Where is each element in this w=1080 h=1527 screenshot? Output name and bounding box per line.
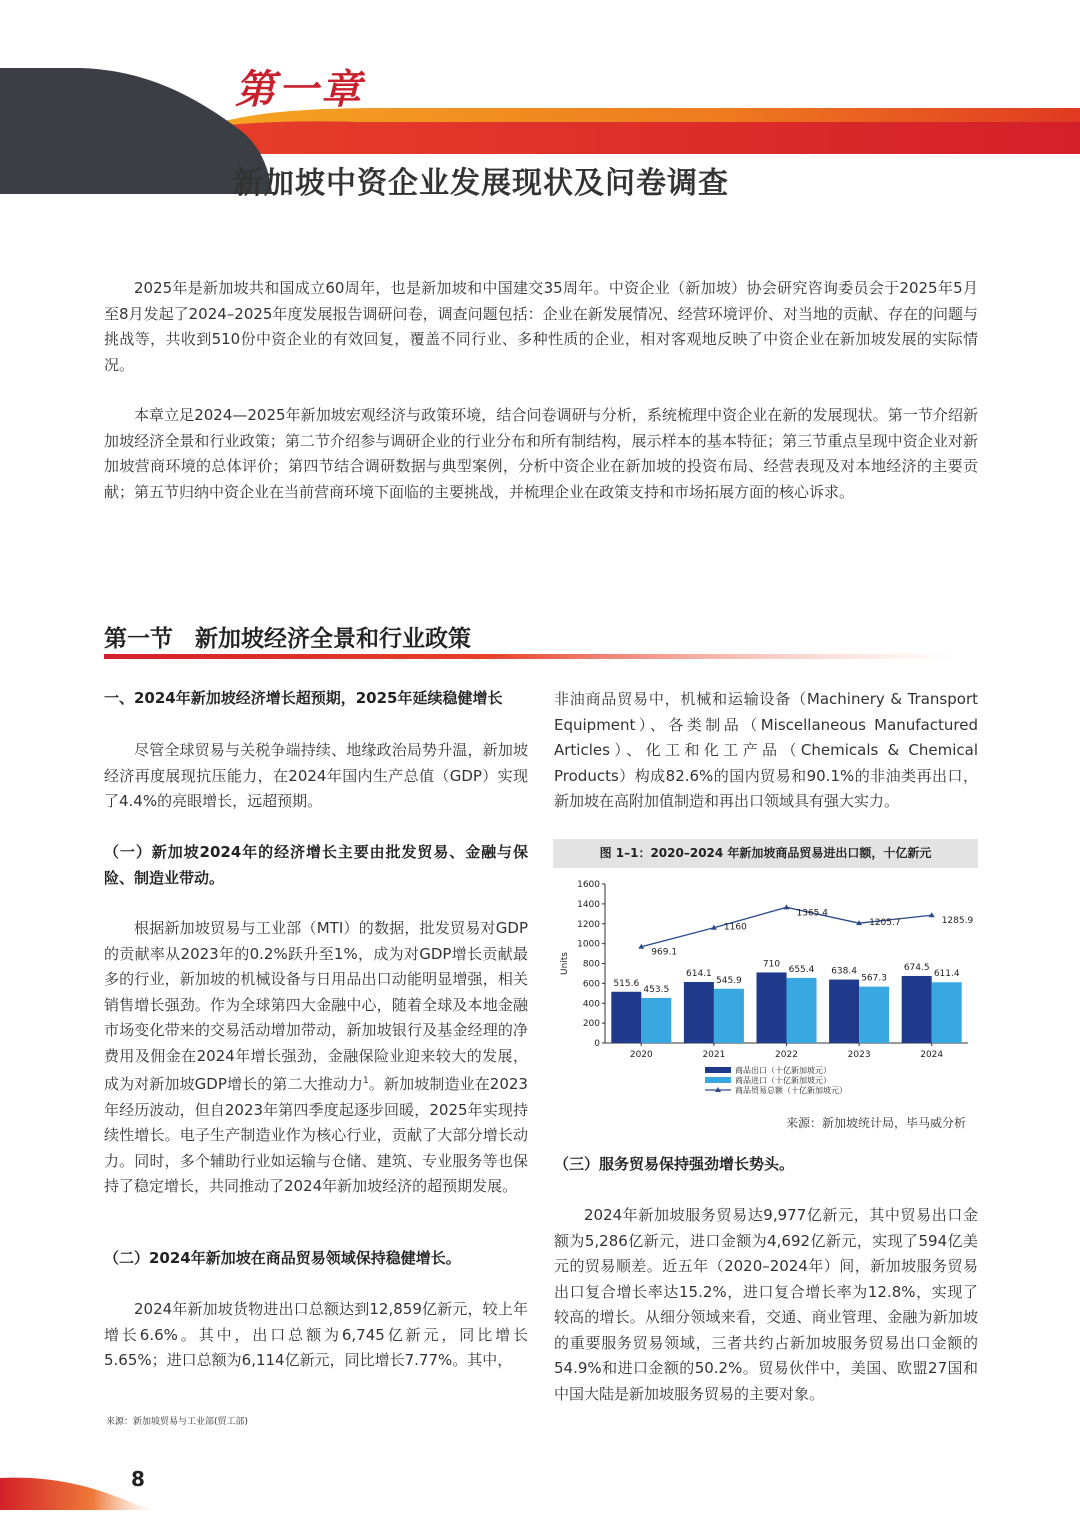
bar-value-label: 545.9 xyxy=(716,975,742,986)
intro-text-1: 2025年是新加坡共和国成立60周年，也是新加坡和中国建交35周年。中资企业（新加坡）协会研究咨询委员会于2025年5月至8月发起了2024–2025年度发展报告调研问卷，调查问题包括：企业在新发展情况、经营环境评价、对当地的贡献、存在的问题与挑战等，共收到510份中资企业的有效回复，覆盖不同行业、多种性质的企业，相对客观地反映了中资企业在新加坡发展的实际情况。 xyxy=(104,279,978,374)
x-tick-label: 2023 xyxy=(847,1050,871,1060)
bar xyxy=(641,998,671,1043)
right-heading-4 xyxy=(554,1152,978,1178)
right-paragraph-4 xyxy=(554,1203,978,1407)
legend-swatch xyxy=(705,1077,731,1083)
y-tick-label: 600 xyxy=(582,979,600,990)
chart-source: 来源：新加坡统计局，毕马威分析 xyxy=(786,1116,967,1130)
chapter-subtitle: 新加坡中资企业发展现状及问卷调查 xyxy=(233,166,729,201)
chart-bars xyxy=(611,959,961,1043)
bar-value-label: 674.5 xyxy=(903,962,930,973)
x-tick-label: 2024 xyxy=(920,1050,944,1060)
section-number: 第一节 xyxy=(104,626,173,652)
bar-value-label: 638.4 xyxy=(831,966,857,977)
bar xyxy=(902,976,932,1043)
line-point xyxy=(929,912,935,917)
legend-label: 商品进口（十亿新加坡元） xyxy=(735,1076,831,1085)
chart-caption: 图 1–1：2020–2024 年新加坡商品贸易进出口额，十亿新元 xyxy=(553,839,978,868)
line-value-label: 969.1 xyxy=(651,947,678,958)
bar-value-label: 611.4 xyxy=(933,969,960,980)
bar-value-label: 655.4 xyxy=(788,964,815,975)
y-tick-label: 0 xyxy=(594,1039,600,1049)
left-heading-1 xyxy=(104,686,528,712)
chart-legend xyxy=(705,1065,847,1095)
legend-swatch xyxy=(705,1067,731,1073)
left-heading-3 xyxy=(104,1246,528,1272)
paragraph-text: 尽管全球贸易与关税争端持续、地缘政治局势升温，新加坡经济再度展现抗压能力，在2024年国内生产总值（GDP）实现了4.4%的亮眼增长，远超预期。 xyxy=(104,741,528,810)
bar-value-label: 567.3 xyxy=(861,973,887,984)
x-tick-label: 2020 xyxy=(629,1050,653,1060)
legend-label: 商品贸易总额（十亿新加坡元） xyxy=(735,1086,847,1095)
section-divider xyxy=(104,652,964,662)
y-tick-label: 1400 xyxy=(577,899,600,910)
bar xyxy=(932,982,962,1043)
bar xyxy=(859,987,889,1043)
subsection-heading: （三）服务贸易保持强劲增长势头。 xyxy=(554,1155,795,1173)
subsection-heading: 一、2024年新加坡经济增长超预期，2025年延续稳健增长 xyxy=(104,689,503,707)
line-point xyxy=(784,904,790,909)
bar xyxy=(611,992,641,1043)
bar xyxy=(787,978,817,1043)
left-paragraph-2 xyxy=(104,916,528,1200)
footnote-marker: 1 xyxy=(363,1076,369,1086)
left-heading-2 xyxy=(104,840,528,891)
line-value-label: 1285.9 xyxy=(941,916,974,927)
y-tick-label: 1000 xyxy=(577,939,600,950)
paragraph-text xyxy=(104,916,528,1200)
x-tick-label: 2021 xyxy=(702,1050,726,1060)
y-axis-label: Units xyxy=(560,951,570,976)
paragraph-part: 根据新加坡贸易与工业部（MTI）的数据，批发贸易对GDP的贡献率从2023年的0.2%跃升至1%，成为对GDP增长贡献最多的行业，新加坡的机械设备与日用品出口动能明显增强，相关销售增长强劲。作为全球第四大金融中心，随着全球及本地金融市场变化带来的交易活动增加带动，新加坡银行及基金经理的净费用及佣金在2024年增长强劲，金融保险业迎来较大的发展，成为对新加坡GDP增长的第二大推动力 xyxy=(104,919,528,1093)
section-heading xyxy=(104,620,471,653)
footnote: 来源：新加坡贸易与工业部(贸工部) xyxy=(106,1417,249,1427)
line-value-label: 1205.7 xyxy=(869,918,901,929)
legend-label: 商品出口（十亿新加坡元） xyxy=(735,1066,831,1075)
bar xyxy=(714,989,744,1043)
bar-value-label: 614.1 xyxy=(686,968,712,979)
section-title: 新加坡经济全景和行业政策 xyxy=(195,626,471,652)
intro-paragraph-2 xyxy=(104,403,978,505)
paragraph-part: 。新加坡制造业在2023年经历波动，但自2023年第四季度起逐步回暖，2025年实现持续性增长。电子生产制造业作为核心行业，贡献了大部分增长动力。同时，多个辅助行业如运输与仓储、建筑、专业服务等也保持了稳定增长，共同推动了2024年新加坡经济的超预期发展。 xyxy=(104,1075,528,1195)
bar-value-label: 515.6 xyxy=(613,978,640,989)
intro-paragraph-1 xyxy=(104,276,978,378)
paragraph-text: 2024年新加坡服务贸易达9,977亿新元，其中贸易出口金额为5,286亿新元，进口金额为4,692亿新元，实现了594亿美元的贸易顺差。近五年（2020–2024年）间，新加坡服务贸易出口复合增长率达15.2%，进口复合增长率为12.8%，实现了较高的增长。从细分领域来看，交通、商业管理、金融为新加坡的重要服务贸易领域，三者共约占新加坡服务贸易出口金额的54.9%和进口金额的50.2%。贸易伙伴中，美国、欧盟27国和中国大陆是新加坡服务贸易的主要对象。 xyxy=(554,1206,978,1403)
y-tick-label: 200 xyxy=(582,1019,600,1030)
page-number: 8 xyxy=(131,1467,145,1491)
bar-value-label: 453.5 xyxy=(643,984,670,995)
y-tick-label: 800 xyxy=(582,959,600,970)
line-value-label: 1365.4 xyxy=(796,908,828,919)
chart-line xyxy=(638,904,973,957)
y-tick-label: 1200 xyxy=(577,919,600,930)
paragraph-text: 非油商品贸易中，机械和运输设备（Machinery & Transport Equipment）、各类制品（Miscellaneous Manufactured Articles）、化工和化工产品（Chemicals & Chemical Products）构成82.6%的国内贸易和90.1%的非油类再出口，新加坡在高附加值制造和再出口领域具有强大实力。 xyxy=(554,690,978,810)
line-value-label: 1160 xyxy=(723,922,747,933)
y-tick-label: 1600 xyxy=(577,880,600,890)
left-paragraph-1 xyxy=(104,738,528,815)
intro-text-2: 本章立足2024—2025年新加坡宏观经济与政策环境，结合问卷调研与分析，系统梳理中资企业在新的发展现状。第一节介绍新加坡经济全景和行业政策；第二节介绍参与调研企业的行业分布和所有制结构，展示样本的基本特征；第三节重点呈现中资企业对新加坡营商环境的总体评价；第四节结合调研数据与典型案例，分析中资企业在新加坡的投资布局、经营表现及对本地经济的主要贡献；第五节归纳中资企业在当前营商环境下面临的主要挑战，并梳理企业在政策支持和市场拓展方面的核心诉求。 xyxy=(104,406,978,501)
paragraph-text: 2024年新加坡货物进出口总额达到12,859亿新元，较上年增长6.6%。其中，出口总额为6,745亿新元，同比增长5.65%；进口总额为6,114亿新元，同比增长7.77%。其中， xyxy=(104,1300,528,1369)
bar xyxy=(684,982,714,1043)
x-tick-label: 2022 xyxy=(775,1050,798,1060)
left-paragraph-3 xyxy=(104,1297,528,1374)
chapter-title: 第一章 xyxy=(235,66,364,113)
subsection-heading: （二）2024年新加坡在商品贸易领域保持稳健增长。 xyxy=(104,1249,461,1267)
right-paragraph-1 xyxy=(554,687,978,815)
bar-value-label: 710 xyxy=(762,959,781,970)
trade-chart xyxy=(553,870,978,1110)
bar xyxy=(757,972,787,1043)
y-tick-label: 400 xyxy=(582,999,600,1010)
subsection-heading: （一）新加坡2024年的经济增长主要由批发贸易、金融与保险、制造业带动。 xyxy=(104,843,528,887)
bar xyxy=(829,980,859,1043)
